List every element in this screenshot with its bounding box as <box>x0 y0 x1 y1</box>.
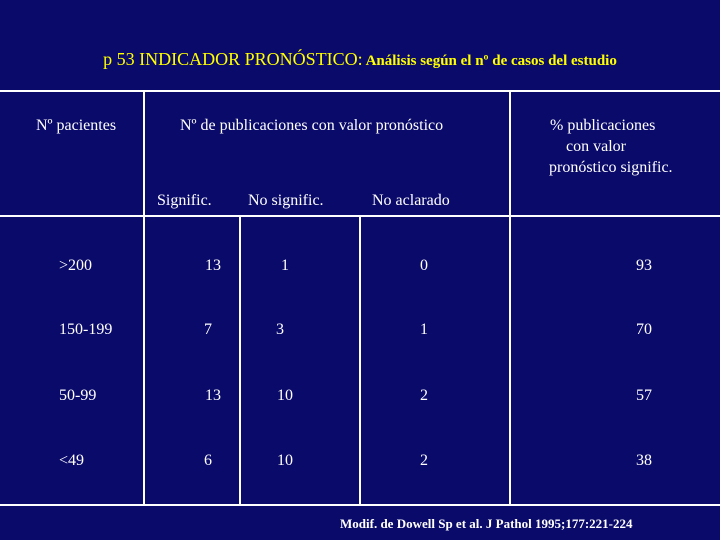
table-row-4-signif: 6 <box>204 452 212 469</box>
header-no-aclarado: No aclarado <box>372 192 450 209</box>
source-citation: Modif. de Dowell Sp et al. J Pathol 1995;177:221-224 <box>340 516 633 531</box>
title-main: p 53 INDICADOR PRONÓSTICO <box>103 49 358 69</box>
header-no-signif: No signific. <box>248 192 324 209</box>
table-row-2-patients: 150-199 <box>59 321 113 338</box>
header-publications: Nº de publicaciones con valor pronóstico <box>180 117 444 134</box>
table-row-3-signif: 13 <box>205 387 221 404</box>
title-subtitle: Análisis según el nº de casos del estudio <box>362 53 617 69</box>
column-divider-patients <box>143 90 145 505</box>
column-divider-signif <box>239 215 241 505</box>
table-row-4-percent: 38 <box>636 452 652 469</box>
table-row-1-patients: >200 <box>59 257 93 274</box>
table-row-1-signif: 13 <box>205 257 221 274</box>
header-percent-line2: con valor <box>566 138 626 155</box>
table-row-1-no-signif: 1 <box>281 257 289 274</box>
table-row-4-no-signif: 10 <box>277 452 293 469</box>
table-row-4-no-aclarado: 2 <box>420 452 428 469</box>
table-row-3-patients: 50-99 <box>59 387 97 404</box>
table-top-border <box>0 90 720 92</box>
table-row-3-no-aclarado: 2 <box>420 387 428 404</box>
table-row-3-percent: 57 <box>636 387 652 404</box>
header-percent-line1: % publicaciones <box>550 117 656 134</box>
table-row-2-no-aclarado: 1 <box>420 321 428 338</box>
column-divider-percent <box>509 90 511 505</box>
header-patients: Nº pacientes <box>36 117 117 134</box>
title-separator: : <box>357 49 363 69</box>
table-row-2-no-signif: 3 <box>276 321 284 338</box>
table-row-3-no-signif: 10 <box>277 387 293 404</box>
table-row-1-percent: 93 <box>636 257 652 274</box>
table-row-4-patients: <49 <box>59 452 85 469</box>
table-row-2-percent: 70 <box>636 321 652 338</box>
column-divider-nosignif <box>359 215 361 505</box>
header-signif: Signific. <box>157 192 212 209</box>
table-row-2-signif: 7 <box>204 321 212 338</box>
slide-title <box>0 49 720 71</box>
header-percent-line3: pronóstico signific. <box>549 159 673 176</box>
table-row-1-no-aclarado: 0 <box>420 257 428 274</box>
